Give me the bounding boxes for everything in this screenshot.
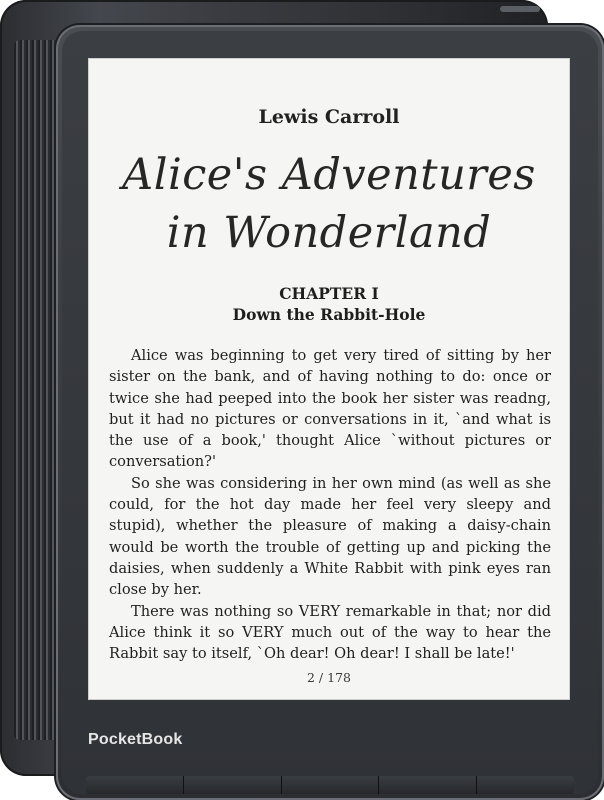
chapter-number: CHAPTER I (279, 284, 379, 303)
book-title (88, 146, 570, 262)
paragraph: So she was considering in her own mind (as well as she could, for the hot day made her feel very sleepy and stupid), whether the pleasure of making a daisy-chain would be worth the trouble of getting up and picking the daisies, when suddenly a White Rabbit with pink eyes ran close by her. (109, 474, 551, 599)
brand-logo: PocketBook (88, 731, 183, 748)
paragraph: There was nothing so VERY remarkable in that; nor did Alice think it so VERY much out of the way to hear the Rabbit say to itself, `Oh dear! Oh dear! I shall be late!' (109, 602, 551, 663)
home-button[interactable] (282, 776, 380, 794)
power-button[interactable] (500, 6, 540, 12)
book-author: Lewis Carroll (258, 106, 400, 128)
page-counter: 2 / 178 (307, 670, 351, 685)
chapter-title: Down the Rabbit-Hole (232, 305, 426, 324)
back-button[interactable] (86, 776, 184, 794)
hardware-button-bar (86, 776, 574, 794)
book-title-line-1: Alice's Adventures (122, 150, 536, 200)
reader-screen[interactable] (88, 58, 570, 700)
chapter-heading (88, 283, 570, 325)
next-page-button[interactable] (379, 776, 477, 794)
book-title-line-2: in Wonderland (166, 208, 492, 258)
back-device-grip (14, 40, 60, 740)
menu-button[interactable] (477, 776, 574, 794)
paragraph: Alice was beginning to get very tired of sitting by her sister on the bank, and of having nothing to do: once or twice she had peeped into the book her sister was readng, but it had no pictures or conversations in it, `and what is the use of a book,' thought Alice `without pictures or conversation?' (109, 347, 551, 471)
page-text[interactable] (109, 345, 551, 664)
prev-page-button[interactable] (184, 776, 282, 794)
